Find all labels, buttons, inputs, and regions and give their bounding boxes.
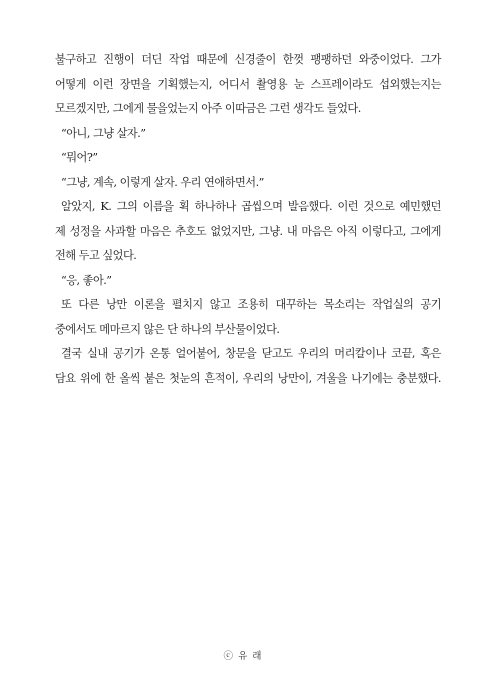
text-line: 결국 실내 공기가 온통 얼어붙어, 창문을 닫고도 우리의 머리칼이나 코끝, 혹은: [61, 347, 441, 360]
text-line: 제 성정을 사과할 마음은 추호도 없었지만, 그냥. 내 마음은 아직 이렇다고, 그에게: [55, 224, 441, 238]
text-line: 알았지, K. 그의 이름을 획 하나하나 곱씹으며 발음했다. 이런 것으로 예민했던: [61, 200, 441, 213]
text-line: 또 다른 낭만 이론을 펼치지 않고 조용히 대꾸하는 목소리는 작업실의 공기: [61, 298, 441, 311]
body-text: [55, 48, 441, 391]
text-line: 담요 위에 한 올씩 붙은 첫눈의 흔적이, 우리의 낭만이, 겨울을 나기에는 충분했다.: [55, 371, 441, 385]
text-line: 어떻게 이런 장면을 기획했는지, 어디서 촬영용 눈 스프레이라도 섭외했는지는: [55, 77, 441, 91]
text-line: “그냥, 계속, 이렇게 살자. 우리 연애하면서.”: [61, 175, 264, 189]
text-line: “뭐어?”: [61, 151, 98, 164]
text-line: 불구하고 진행이 더딘 작업 때문에 신경줄이 한껏 팽팽하던 와중이었다. 그가: [55, 53, 441, 66]
text-line: 전해 두고 싶었다.: [55, 249, 137, 262]
copyright-footer: ⓒ 유 래: [223, 651, 263, 662]
text-line: 중에서도 메마르지 않은 단 하나의 부산물이었다.: [55, 322, 280, 336]
text-line: “아니, 그냥 살자.”: [61, 126, 146, 140]
text-line: 모르겠지만, 그에게 물을었는지 아주 이따금은 그런 생각도 들었다.: [55, 102, 361, 115]
text-line: “응, 좋아.”: [61, 273, 112, 287]
